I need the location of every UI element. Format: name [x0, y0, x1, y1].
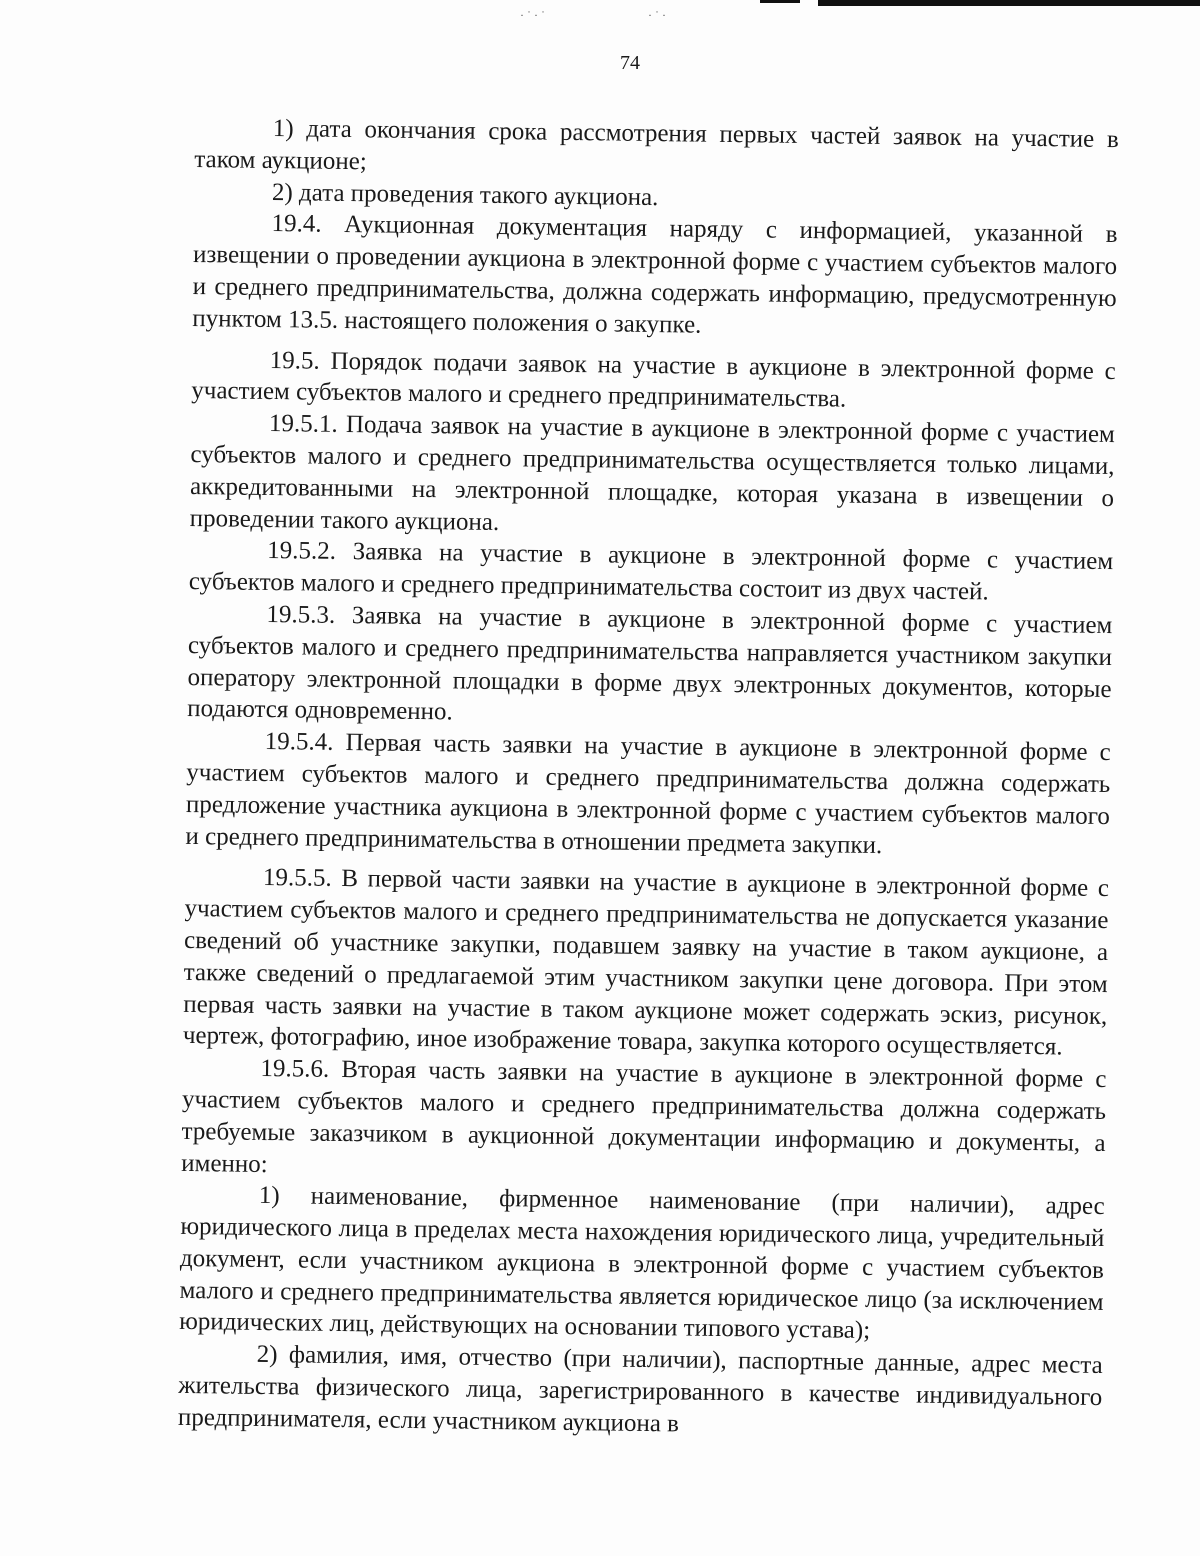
paragraph-19-5-5: 19.5.5. В первой части заявки на участие в аукционе в электронной форме с участием субъектов малого и среднего предпринимательства не допускается указание сведений об участнике закупки, подавшем заявку на участие в таком аукционе, а также сведений о предлагаемой этим участником закупки цене договора. При этом первая часть заявки на участие в таком аукционе может содержать эскиз, рисунок, чертеж, фотографию, иное изображение товара, закупка которого осуществляется.: [182, 864, 1110, 1061]
paragraph-19-5-6: 19.5.6. Вторая часть заявки на участие в аукционе в электронной форме с участием субъектов малого и среднего предпринимательства должна содержать требуемые заказчиком в аукционной документации информацию и документы, а именно:: [181, 1055, 1107, 1178]
paragraph-19-5-1: 19.5.1. Подача заявок на участие в аукционе в электронной форме с участием субъектов малого и среднего предпринимательства осуществляется только лицами, аккредитованными на электронной площадке, которая указана в извещении о проведении такого аукциона.: [189, 410, 1116, 536]
paragraph-19-5-2: 19.5.2. Заявка на участие в аукционе в электронной форме с участием субъектов малого и среднего предпринимательства состоит из двух частей.: [188, 537, 1114, 606]
paragraph-19-5-4: 19.5.4. Первая часть заявки на участие в аукционе в электронной форме с участием субъектов малого и среднего предпринимательства должна содержать предложение участника аукциона в электронной форме с участием субъектов малого и среднего предпринимательства в отношении предмета закупки.: [185, 728, 1111, 859]
paragraph-sub-item-1: 1) наименование, фирменное наименование (при наличии), адрес юридического лица в пределах места нахождения юридического лица, учредительный документ, если участником аукциона в электронной форме с участием субъектов малого и среднего предпринимательства является юридическое лицо (за исключением юридических лиц, действующих на основании типового устава);: [178, 1182, 1105, 1345]
paragraph-item-2: 2) дата проведения такого аукциона.: [271, 178, 659, 211]
paragraph-19-4: 19.4. Аукционная документация наряду с информацией, указанной в извещении о проведении аукциона в электронной форме с участием субъектов малого и среднего предпринимательства, должна содержать информацию, предусмотренную пунктом 13.5. настоящего положения о закупке.: [192, 210, 1118, 339]
document-body: [178, 112, 1119, 1446]
scan-specks: ·˙·˙: [520, 8, 548, 22]
scan-edge-mark: [818, 0, 1200, 6]
scan-edge-mark: [760, 0, 800, 3]
page-number: 74: [620, 52, 640, 74]
paragraph-19-5-3: 19.5.3. Заявка на участие в аукционе в электронной форме с участием субъектов малого и среднего предпринимательства направляется участником закупки оператору электронной площадки в форме двух электронных документов, которые подаются одновременно.: [187, 600, 1113, 726]
scan-specks: ·˙·: [648, 8, 669, 22]
paragraph-19-5: 19.5. Порядок подачи заявок на участие в аукционе в электронной форме с участием субъектов малого и среднего предпринимательства.: [191, 346, 1116, 413]
paragraph-item-1: 1) дата окончания срока рассмотрения первых частей заявок на участие в таком аукционе;: [194, 115, 1119, 176]
paragraph-sub-item-2: 2) фамилия, имя, отчество (при наличии), паспортные данные, адрес места жительства физического лица, зарегистрированного в качестве индивидуального предпринимателя, если участником аукциона в: [177, 1341, 1103, 1438]
